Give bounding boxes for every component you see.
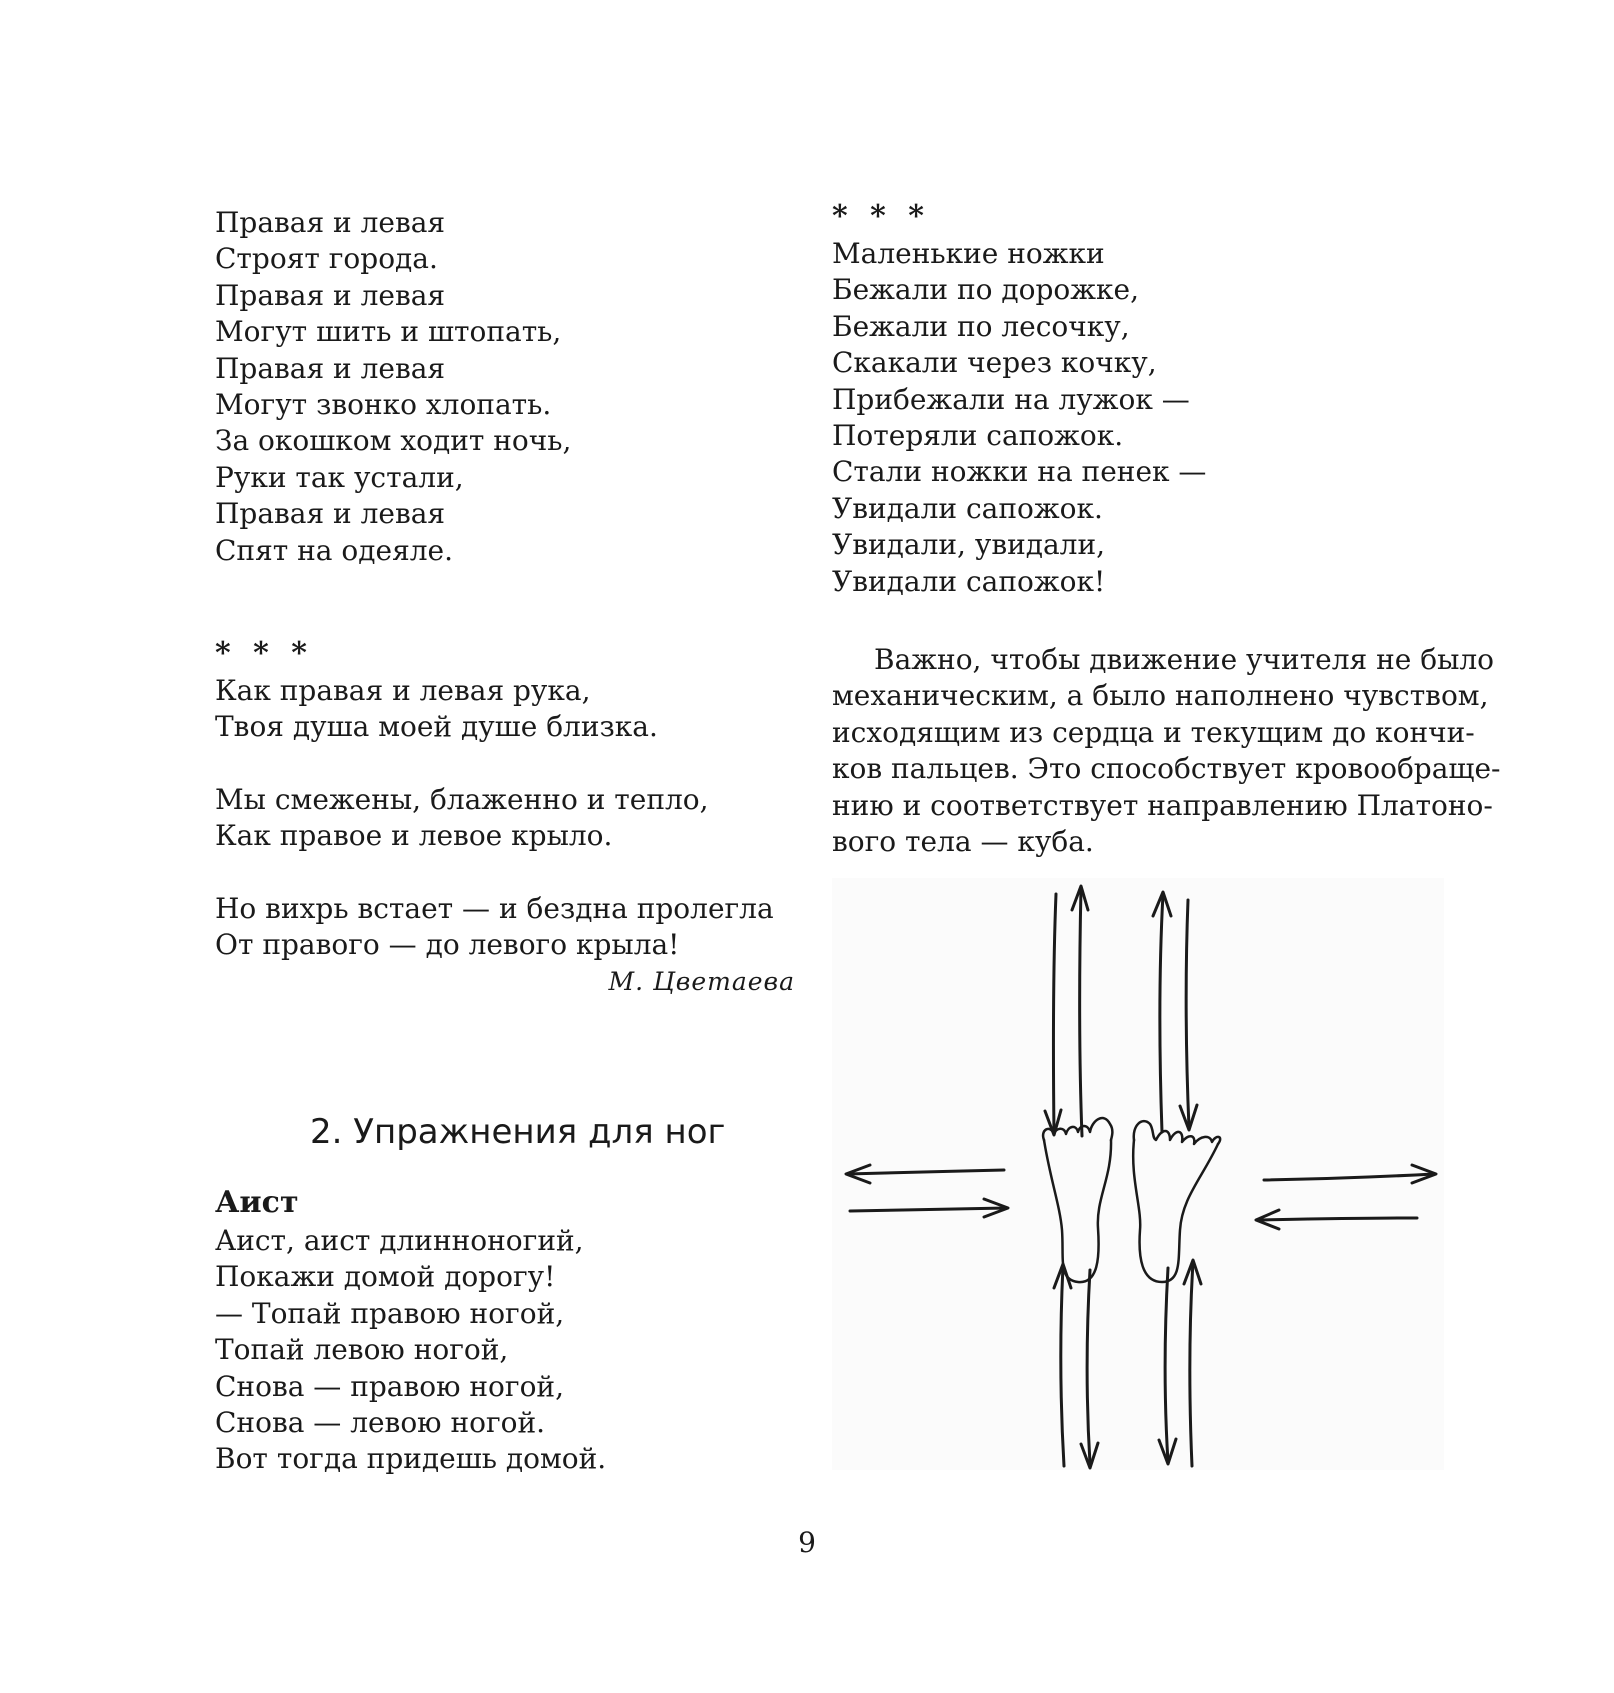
stanza-separator: * * *: [215, 636, 313, 672]
little-feet-poem: [832, 236, 1462, 600]
stork-poem: [215, 1183, 795, 1478]
poem-line: Скакали через кочку,: [832, 346, 1157, 380]
poem-line: Покажи домой дорогу!: [215, 1260, 556, 1294]
poem-line: Как правое и левое крыло.: [215, 819, 613, 853]
section-title: 2. Упражнения для ног: [310, 1112, 726, 1152]
arrow-right-icon: [850, 1199, 1008, 1217]
feet-arrows-diagram: [832, 878, 1444, 1470]
poem-title: Аист: [215, 1185, 299, 1220]
poem-line: — Топай правою ногой,: [215, 1296, 565, 1330]
arrow-up-icon: [1153, 892, 1171, 1132]
poem-line: Бежали по дорожке,: [832, 273, 1139, 307]
poem-line: Топай левою ногой,: [215, 1333, 509, 1367]
poem-line: Руки так устали,: [215, 460, 464, 494]
arrow-up-icon: [1054, 1264, 1071, 1466]
page-number: 9: [798, 1526, 816, 1559]
arrow-down-icon: [1045, 894, 1061, 1135]
stanza-separator: * * *: [832, 199, 930, 234]
poem-line: Увидали, увидали,: [832, 528, 1106, 562]
poem-line: От правого — до левого крыла!: [215, 928, 680, 962]
paragraph-line: исходящим из сердца и текущим до кончи-: [832, 715, 1475, 749]
poem-line: Бежали по лесочку,: [832, 309, 1130, 343]
arrow-down-icon: [1159, 1268, 1176, 1464]
paragraph-line: механическим, а было наполнено чувством,: [832, 679, 1489, 713]
arrow-left-icon: [1256, 1210, 1417, 1229]
poem-line: Могут шить и штопать,: [215, 315, 562, 349]
poem-line: Правая и левая: [215, 497, 446, 531]
poem-line: Вот тогда придешь домой.: [215, 1442, 607, 1476]
arrow-left-icon: [846, 1165, 1004, 1183]
poem-line: Маленькие ножки: [832, 237, 1105, 270]
arrow-up-icon: [1072, 886, 1088, 1136]
poem-line: Правая и левая: [215, 351, 446, 385]
poem-attribution: М. Цветаева: [608, 966, 795, 996]
poem-line: Но вихрь встает — и бездна пролегла: [215, 891, 774, 925]
poem-hands-stanza: [215, 205, 795, 569]
tsvetaeva-stanza-3: [215, 891, 795, 964]
poem-line: Правая и левая: [215, 206, 446, 239]
paragraph-line: нию и соответствует направлению Платоно-: [832, 788, 1493, 822]
poem-line: Стали ножки на пенек —: [832, 455, 1207, 489]
poem-line: Спят на одеяле.: [215, 533, 453, 567]
poem-line: Снова — левою ногой.: [215, 1406, 546, 1440]
poem-line: Строят города.: [215, 242, 438, 276]
poem-line: Потеряли сапожок.: [832, 419, 1124, 453]
poem-line: Могут звонко хлопать.: [215, 388, 552, 422]
arrow-up-icon: [1184, 1260, 1201, 1466]
right-foot-icon: [1133, 1121, 1220, 1282]
poem-line: Правая и левая: [215, 278, 446, 312]
arrow-down-icon: [1081, 1270, 1098, 1468]
poem-line: Увидали сапожок!: [832, 564, 1106, 598]
paragraph-line: ков пальцев. Это способствует кровообраще-: [832, 752, 1501, 786]
left-foot-icon: [1043, 1118, 1112, 1282]
poem-line: Аист, аист длинноногий,: [215, 1224, 584, 1257]
poem-line: Увидали сапожок.: [832, 491, 1103, 525]
poem-line: Снова — правою ногой,: [215, 1369, 564, 1403]
arrow-down-icon: [1180, 900, 1197, 1130]
explanation-paragraph: [832, 642, 1501, 860]
paragraph-line: вого тела — куба.: [832, 825, 1094, 859]
arrow-right-icon: [1264, 1165, 1436, 1183]
left-column: [215, 205, 795, 1000]
tsvetaeva-stanza-1: [215, 673, 795, 746]
poem-line: Мы смежены, блаженно и тепло,: [215, 782, 709, 816]
diagram-svg: [832, 878, 1444, 1470]
poem-line: Твоя душа моей душе близка.: [215, 710, 658, 744]
poem-line: Как правая и левая рука,: [215, 674, 591, 708]
right-column: [832, 198, 1462, 600]
poem-line: За окошком ходит ночь,: [215, 424, 572, 458]
poem-line: Прибежали на лужок —: [832, 382, 1190, 416]
tsvetaeva-stanza-2: [215, 782, 795, 855]
paragraph-line: Важно, чтобы движение учителя не было: [874, 643, 1495, 676]
